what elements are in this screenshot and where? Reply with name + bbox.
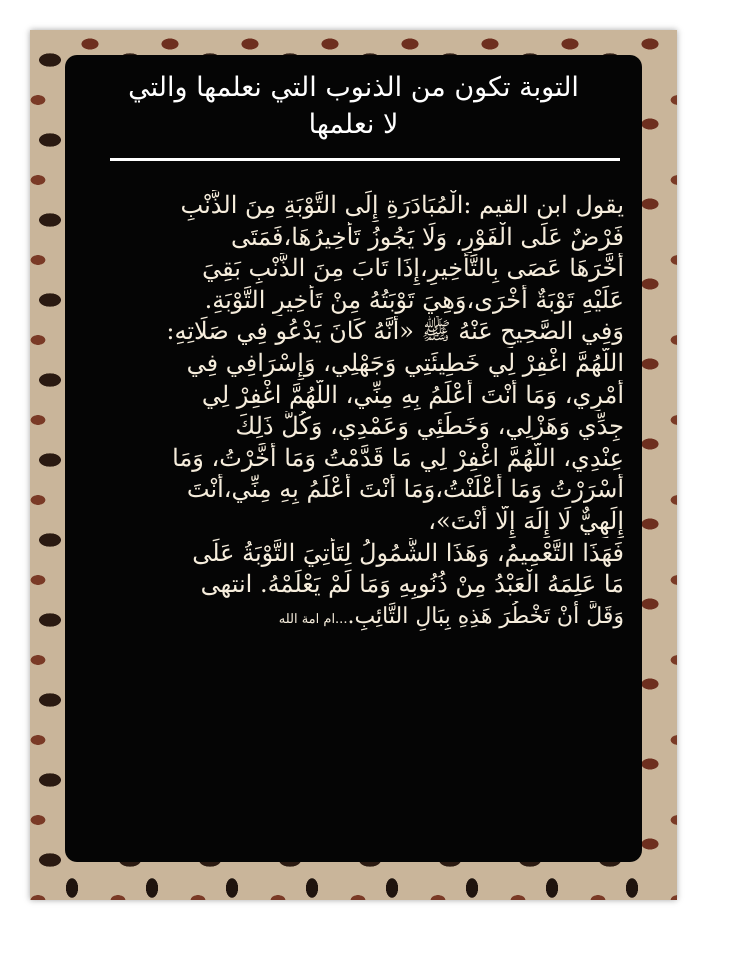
body-line: اللَّهُمَّ اغْفِرْ لِي خَطِيئَتِي وَجَهْلِي، وَإِسْرَافِي فِي bbox=[186, 348, 624, 377]
body-line: جِدِّي وَهَزْلِي، وَخَطَئِي وَعَمْدِي، وَكُلُّ ذَلِكَ bbox=[235, 412, 624, 441]
body-line: أَمْرِي، وَمَا أَنْتَ أَعْلَمُ بِهِ مِنِّي، اللَّهُمَّ اغْفِرْ لِي bbox=[201, 380, 624, 409]
body-line: يقول ابن القيم :الْمُبَادَرَةِ إِلَى التَّوْبَةِ مِنَ الذَّنْبِ bbox=[180, 191, 624, 219]
body-line: فَهَذَا التَّعْمِيمُ، وَهَذَا الشُّمُولُ لِتَأْتِيَ التَّوْبَةُ عَلَى bbox=[192, 538, 624, 567]
body-line: أَخَّرَهَا عَصَى بِالتَّأْخِيرِ،إِذَا تَابَ مِنَ الذَّنْبِ بَقِيَ bbox=[202, 254, 624, 283]
title-line-1: التوبة تكون من الذنوب التي نعلمها والتي bbox=[128, 72, 579, 103]
title bbox=[85, 69, 622, 143]
body-line: أَسْرَرْتُ وَمَا أَعْلَنْتُ،وَمَا أَنْتَ أَعْلَمُ بِهِ مِنِّي،أَنْتَ bbox=[186, 475, 624, 504]
title-line-2: لا نعلمها bbox=[308, 109, 399, 140]
body-last-line bbox=[83, 601, 624, 636]
body-line: عَلَيْهِ تَوْبَةٌ أُخْرَى،وَهِيَ تَوْبَتُهُ مِنْ تَأْخِيرِ التَّوْبَةِ. bbox=[204, 285, 624, 314]
signature: ...ام امة الله bbox=[278, 611, 348, 627]
divider bbox=[110, 158, 620, 161]
last-line-text: وَقَلَّ أَنْ تَخْطُرَ هَذِهِ بِبَالِ التَّائِبِ. bbox=[347, 603, 624, 629]
body-text bbox=[83, 190, 624, 635]
text-panel bbox=[65, 55, 642, 862]
body-line: إِلَهِيٌّ لَا إِلَهَ إِلَّا أَنْتَ»، bbox=[428, 506, 624, 535]
body-line: مَا عَلِمَهُ الْعَبْدُ مِنْ ذُنُوبِهِ وَمَا لَمْ يَعْلَمْهُ. انتهى bbox=[200, 570, 624, 599]
body-line: عِنْدِي، اللَّهُمَّ اغْفِرْ لِي مَا قَدَّمْتُ وَمَا أَخَّرْتُ، وَمَا bbox=[172, 443, 624, 472]
body-line: فَرْضٌ عَلَى الْفَوْرِ، وَلَا يَجُوزُ تَأْخِيرُهَا،فَمَتَى bbox=[230, 222, 624, 251]
body-line: وَفِي الصَّحِيحِ عَنْهُ ﷺ «أَنَّهُ كَانَ يَدْعُو فِي صَلَاتِهِ: bbox=[166, 317, 624, 346]
